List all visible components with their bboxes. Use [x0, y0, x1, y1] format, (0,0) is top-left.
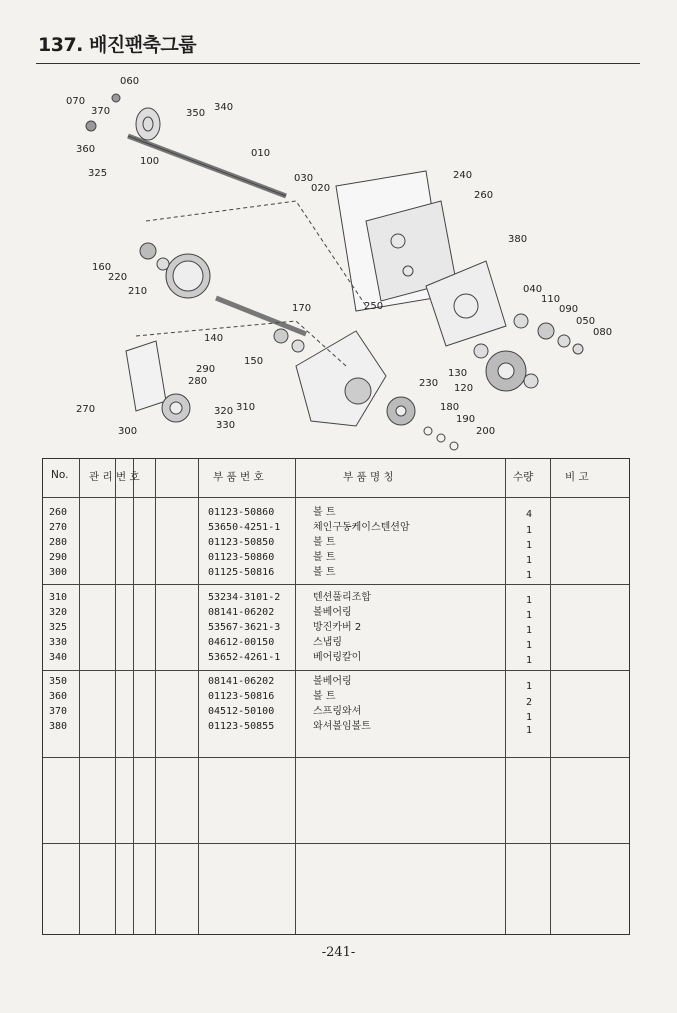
callout-240: 240	[453, 170, 473, 181]
callout-170: 170	[292, 303, 312, 314]
row-no: 290	[49, 552, 68, 563]
callout-080: 080	[593, 327, 613, 338]
row-part-no: 01123-50816	[208, 691, 275, 702]
page-number: -241-	[321, 945, 356, 960]
group-divider	[43, 584, 629, 585]
header-part-name: 부 품 명 칭	[343, 471, 394, 483]
callout-020: 020	[311, 183, 331, 194]
row-no: 350	[49, 676, 68, 687]
row-part-name: 볼베어링	[313, 676, 352, 687]
row-qty: 1	[526, 625, 533, 636]
row-part-no: 01123-50850	[208, 537, 275, 548]
callout-180: 180	[440, 402, 460, 413]
row-no: 370	[49, 706, 68, 717]
callout-230: 230	[419, 378, 439, 389]
row-part-no: 01123-50860	[208, 507, 275, 518]
callout-030: 030	[294, 173, 314, 184]
callout-140: 140	[204, 333, 224, 344]
row-part-name: 텐션풀리조합	[313, 592, 371, 603]
callout-250: 250	[364, 301, 384, 312]
callout-310: 310	[236, 402, 256, 413]
callout-320: 320	[214, 406, 234, 417]
col-divider	[550, 459, 551, 934]
callout-120: 120	[454, 383, 474, 394]
row-part-name: 방진카버 2	[313, 622, 362, 633]
col-divider	[79, 459, 80, 934]
row-part-name: 와셔볼임볼트	[313, 721, 371, 732]
row-qty: 1	[526, 595, 533, 606]
row-part-no: 01123-50860	[208, 552, 275, 563]
callout-220: 220	[108, 272, 128, 283]
row-qty: 1	[526, 712, 533, 723]
row-qty: 1	[526, 525, 533, 536]
col-divider	[115, 459, 116, 934]
row-qty: 1	[526, 610, 533, 621]
callout-290: 290	[196, 364, 216, 375]
row-no: 280	[49, 537, 68, 548]
row-part-name: 볼 트	[313, 567, 336, 578]
row-part-no: 53234-3101-2	[208, 592, 281, 603]
callout-380: 380	[508, 234, 528, 245]
row-no: 330	[49, 637, 68, 648]
row-part-no: 53652-4261-1	[208, 652, 281, 663]
callout-050: 050	[576, 316, 596, 327]
callout-060: 060	[120, 76, 140, 87]
callout-260: 260	[474, 190, 494, 201]
group-divider	[43, 757, 629, 758]
row-qty: 1	[526, 681, 533, 692]
row-part-no: 08141-06202	[208, 607, 275, 618]
col-divider	[505, 459, 506, 934]
callout-360: 360	[76, 144, 96, 155]
col-divider	[295, 459, 296, 934]
row-qty: 1	[526, 540, 533, 551]
row-part-name: 스프링와셔	[313, 706, 362, 717]
row-qty: 4	[526, 509, 533, 520]
callout-330: 330	[216, 420, 236, 431]
callout-370: 370	[91, 106, 111, 117]
row-part-name: 체인구동케이스텐션암	[313, 522, 410, 533]
header-mgmt-no: 관 리 번 호	[89, 471, 140, 483]
row-qty: 1	[526, 570, 533, 581]
exploded-parts-diagram	[36, 66, 640, 456]
callout-340: 340	[214, 102, 234, 113]
col-divider	[198, 459, 199, 934]
row-no: 380	[49, 721, 68, 732]
callout-325: 325	[88, 168, 108, 179]
row-part-name: 볼베어링	[313, 607, 352, 618]
callout-130-a: 130	[448, 368, 468, 379]
row-qty: 1	[526, 725, 533, 736]
row-part-name: 스냅링	[313, 637, 342, 648]
row-part-name: 볼 트	[313, 507, 336, 518]
group-divider	[43, 670, 629, 671]
callout-090: 090	[559, 304, 579, 315]
callout-350: 350	[186, 108, 206, 119]
callout-070: 070	[66, 96, 86, 107]
col-divider	[133, 459, 134, 934]
callout-270: 270	[76, 404, 96, 415]
row-no: 340	[49, 652, 68, 663]
callout-150: 150	[244, 356, 264, 367]
row-part-no: 01123-50855	[208, 721, 275, 732]
row-part-name: 볼 트	[313, 691, 336, 702]
row-part-no: 53567-3621-3	[208, 622, 281, 633]
row-no: 300	[49, 567, 68, 578]
callout-010: 010	[251, 148, 271, 159]
row-part-name: 볼 트	[313, 537, 336, 548]
callout-100: 100	[140, 156, 160, 167]
header-divider	[43, 497, 629, 498]
row-part-no: 04612-00150	[208, 637, 275, 648]
row-part-name: 볼 트	[313, 552, 336, 563]
row-qty: 1	[526, 655, 533, 666]
page-title: 137. 배진팬축그룹	[38, 34, 197, 56]
callout-160: 160	[92, 262, 112, 273]
row-no: 320	[49, 607, 68, 618]
row-part-no: 08141-06202	[208, 676, 275, 687]
row-no: 260	[49, 507, 68, 518]
header-no: No.	[51, 469, 69, 481]
callout-200: 200	[476, 426, 496, 437]
callout-040: 040	[523, 284, 543, 295]
row-part-no: 53650-4251-1	[208, 522, 281, 533]
row-no: 360	[49, 691, 68, 702]
row-part-no: 01125-50816	[208, 567, 275, 578]
header-remarks: 비 고	[565, 471, 589, 483]
callout-110: 110	[541, 294, 561, 305]
row-qty: 1	[526, 640, 533, 651]
callout-210: 210	[128, 286, 148, 297]
callout-300: 300	[118, 426, 138, 437]
row-no: 325	[49, 622, 68, 633]
row-part-name: 베어링칼이	[313, 652, 362, 663]
group-divider	[43, 843, 629, 844]
row-qty: 2	[526, 697, 533, 708]
col-divider	[155, 459, 156, 934]
parts-table	[42, 458, 630, 935]
header-part-no: 부 품 번 호	[213, 471, 264, 483]
callout-190: 190	[456, 414, 476, 425]
row-part-no: 04512-50100	[208, 706, 275, 717]
row-no: 310	[49, 592, 68, 603]
row-qty: 1	[526, 555, 533, 566]
row-no: 270	[49, 522, 68, 533]
title-rule	[36, 63, 640, 64]
callout-280: 280	[188, 376, 208, 387]
header-qty: 수량	[513, 471, 534, 483]
